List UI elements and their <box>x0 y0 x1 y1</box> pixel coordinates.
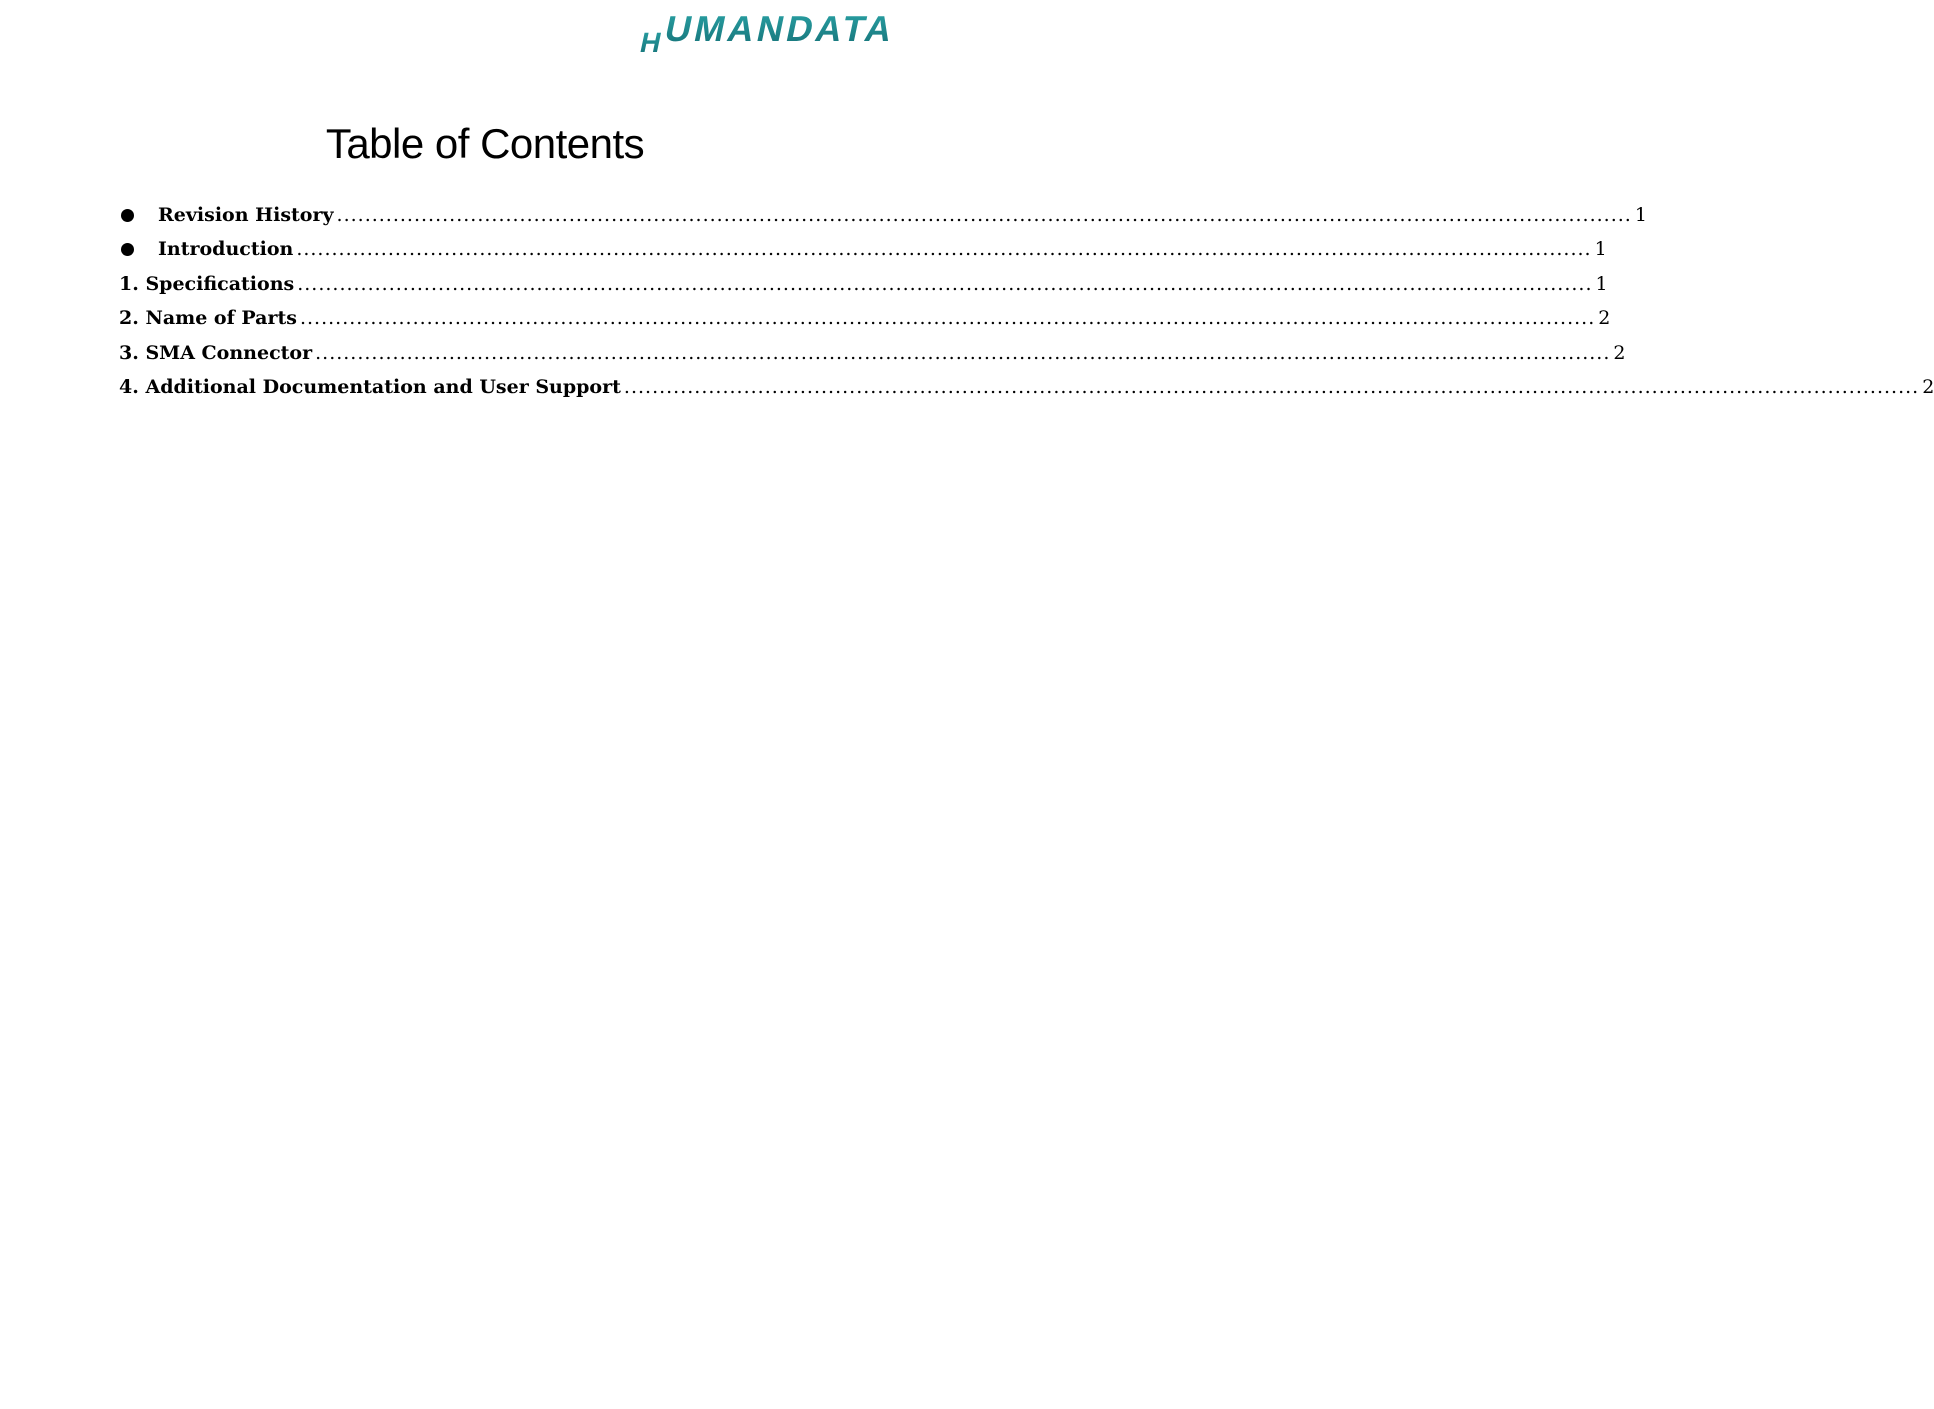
svg-text:H: H <box>637 26 665 58</box>
toc-page-number: 1 <box>1594 238 1607 261</box>
toc-entry-label: 4. Additional Documentation and User Support <box>119 375 621 398</box>
toc-leader-dots <box>300 304 1595 332</box>
toc-entry-label: 2. Name of Parts <box>119 307 297 330</box>
toc-page-number: 1 <box>1595 272 1608 295</box>
toc-entry-specifications[interactable] <box>119 270 1608 304</box>
toc-entry-sma-connector[interactable] <box>119 339 1626 373</box>
toc-entry-label: Revision History <box>158 204 334 226</box>
toc-leader-dots <box>296 235 1591 263</box>
humandata-logo <box>637 8 895 58</box>
svg-text:UMANDATA: UMANDATA <box>661 8 895 49</box>
toc-entry-label: Introduction <box>158 238 294 261</box>
toc-entry-label: 1. Specifications <box>119 272 295 295</box>
toc-page-number: 2 <box>1598 307 1611 330</box>
bullet-icon <box>121 243 134 256</box>
toc-entry-label: 3. SMA Connector <box>119 341 313 364</box>
toc-entry-additional-documentation[interactable] <box>119 373 1934 407</box>
toc-leader-dots <box>337 201 1632 229</box>
page-title: Table of Contents <box>325 120 645 167</box>
toc-leader-dots <box>315 339 1610 367</box>
toc-leader-dots <box>297 270 1592 298</box>
table-of-contents <box>119 201 1934 407</box>
toc-entry-name-of-parts[interactable] <box>119 304 1611 338</box>
toc-leader-dots <box>624 373 1919 401</box>
toc-entry-revision-history[interactable] <box>119 201 1647 235</box>
toc-page-number: 2 <box>1613 341 1626 364</box>
toc-page-number: 2 <box>1922 375 1934 398</box>
toc-page-number: 1 <box>1634 204 1647 226</box>
toc-entry-introduction[interactable] <box>119 235 1607 269</box>
bullet-icon <box>121 209 134 222</box>
